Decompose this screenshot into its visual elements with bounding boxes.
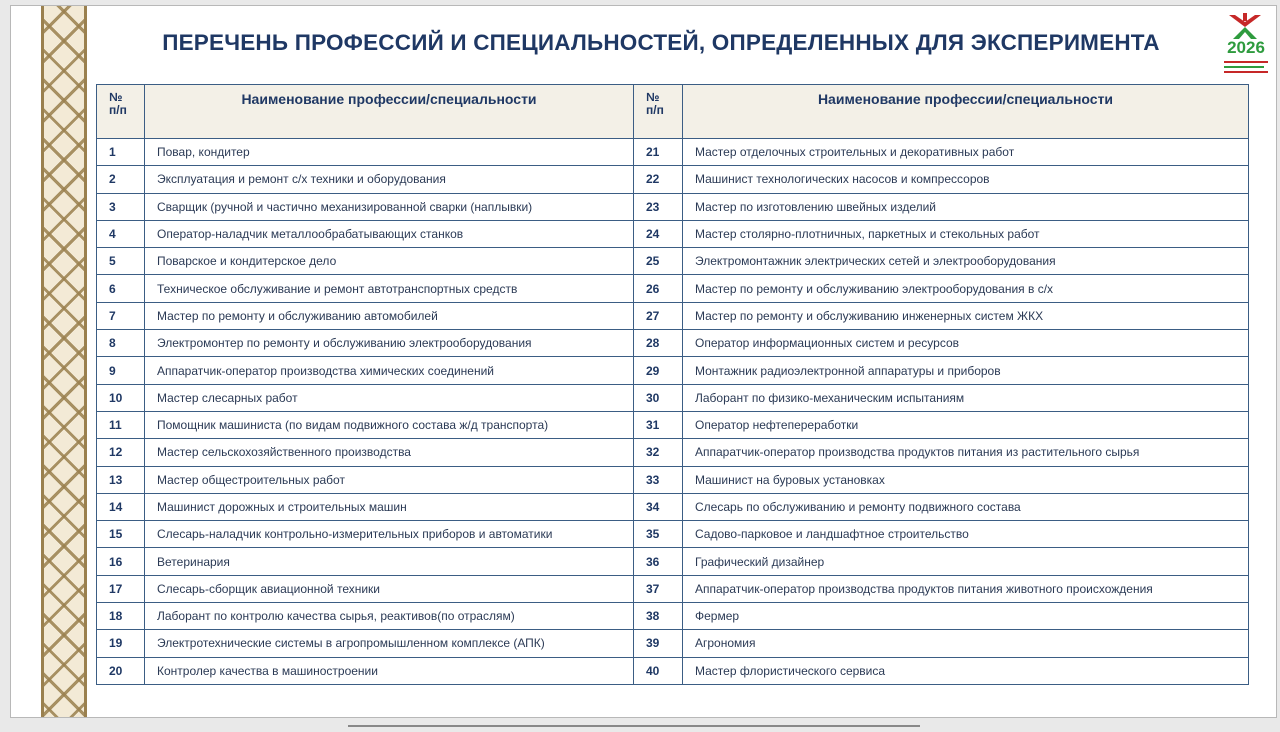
table-row	[97, 521, 1249, 548]
row-number: 30	[634, 384, 683, 411]
table-row	[97, 657, 1249, 684]
profession-name: Мастер по ремонту и обслуживанию электрооборудования в с/х	[683, 275, 1249, 302]
profession-name: Мастер по изготовлению швейных изделий	[683, 193, 1249, 220]
profession-name: Лаборант по контролю качества сырья, реактивов(по отраслям)	[145, 603, 634, 630]
name-column-header: Наименование профессии/специальности	[145, 85, 634, 139]
profession-name: Аппаратчик-оператор производства продуктов питания из растительного сырья	[683, 439, 1249, 466]
row-number: 27	[634, 302, 683, 329]
profession-name: Электромонтер по ремонту и обслуживанию электрооборудования	[145, 330, 634, 357]
row-number: 32	[634, 439, 683, 466]
profession-name: Фермер	[683, 603, 1249, 630]
table-row	[97, 548, 1249, 575]
profession-name: Слесарь-сборщик авиационной техники	[145, 575, 634, 602]
row-number: 19	[97, 630, 145, 657]
row-number: 15	[97, 521, 145, 548]
row-number: 11	[97, 411, 145, 438]
row-number: 36	[634, 548, 683, 575]
profession-name: Мастер отделочных строительных и декоративных работ	[683, 139, 1249, 166]
row-number: 18	[97, 603, 145, 630]
profession-name: Эксплуатация и ремонт с/х техники и оборудования	[145, 166, 634, 193]
row-number: 26	[634, 275, 683, 302]
profession-name: Мастер общестроительных работ	[145, 466, 634, 493]
table-row	[97, 411, 1249, 438]
profession-name: Машинист на буровых установках	[683, 466, 1249, 493]
profession-name: Машинист технологических насосов и компрессоров	[683, 166, 1249, 193]
row-number: 10	[97, 384, 145, 411]
row-number: 33	[634, 466, 683, 493]
profession-name: Электромонтажник электрических сетей и электрооборудования	[683, 248, 1249, 275]
row-number: 7	[97, 302, 145, 329]
row-number: 34	[634, 493, 683, 520]
profession-name: Помощник машиниста (по видам подвижного состава ж/д транспорта)	[145, 411, 634, 438]
row-number: 4	[97, 220, 145, 247]
row-number: 37	[634, 575, 683, 602]
row-number: 22	[634, 166, 683, 193]
table-row	[97, 220, 1249, 247]
row-number: 31	[634, 411, 683, 438]
row-number: 17	[97, 575, 145, 602]
profession-name: Слесарь по обслуживанию и ремонту подвижного состава	[683, 493, 1249, 520]
profession-name: Ветеринария	[145, 548, 634, 575]
profession-name: Техническое обслуживание и ремонт автотранспортных средств	[145, 275, 634, 302]
profession-name: Аппаратчик-оператор производства химических соединений	[145, 357, 634, 384]
logo-caption-line	[1224, 71, 1268, 73]
slide	[10, 5, 1277, 718]
page-title: ПЕРЕЧЕНЬ ПРОФЕССИЙ И СПЕЦИАЛЬНОСТЕЙ, ОПРЕДЕЛЕННЫХ ДЛЯ ЭКСПЕРИМЕНТА	[162, 30, 1160, 55]
row-number: 9	[97, 357, 145, 384]
profession-name: Монтажник радиоэлектронной аппаратуры и приборов	[683, 357, 1249, 384]
profession-name: Слесарь-наладчик контрольно-измерительных приборов и автоматики	[145, 521, 634, 548]
table-row	[97, 139, 1249, 166]
profession-name: Машинист дорожных и строительных машин	[145, 493, 634, 520]
profession-name: Лаборант по физико-механическим испытаниям	[683, 384, 1249, 411]
table-row	[97, 603, 1249, 630]
row-number: 12	[97, 439, 145, 466]
table-row	[97, 575, 1249, 602]
row-number: 39	[634, 630, 683, 657]
table-row	[97, 439, 1249, 466]
row-number: 25	[634, 248, 683, 275]
logo-caption-line	[1224, 61, 1268, 63]
table-row	[97, 330, 1249, 357]
table-row	[97, 166, 1249, 193]
row-number: 3	[97, 193, 145, 220]
profession-name: Оператор нефтепереработки	[683, 411, 1249, 438]
table-row	[97, 466, 1249, 493]
profession-name: Мастер по ремонту и обслуживанию инженерных систем ЖКХ	[683, 302, 1249, 329]
row-number: 8	[97, 330, 145, 357]
profession-name: Контролер качества в машиностроении	[145, 657, 634, 684]
profession-name: Оператор информационных систем и ресурсов	[683, 330, 1249, 357]
row-number: 35	[634, 521, 683, 548]
profession-name: Садово-парковое и ландшафтное строительство	[683, 521, 1249, 548]
bottom-divider	[348, 725, 920, 727]
row-number: 5	[97, 248, 145, 275]
profession-name: Аппаратчик-оператор производства продуктов питания животного происхождения	[683, 575, 1249, 602]
row-number: 2	[97, 166, 145, 193]
table-header-row	[97, 85, 1249, 139]
decorative-ornament-border	[41, 6, 87, 718]
logo-caption-line	[1224, 66, 1264, 68]
row-number: 28	[634, 330, 683, 357]
profession-name: Мастер слесарных работ	[145, 384, 634, 411]
row-number: 24	[634, 220, 683, 247]
professions-table	[96, 84, 1249, 685]
row-number: 14	[97, 493, 145, 520]
profession-name: Мастер по ремонту и обслуживанию автомобилей	[145, 302, 634, 329]
profession-name: Мастер флористического сервиса	[683, 657, 1249, 684]
profession-name: Сварщик (ручной и частично механизированной сварки (наплывки)	[145, 193, 634, 220]
profession-name: Оператор-наладчик металлообрабатывающих станков	[145, 220, 634, 247]
row-number: 16	[97, 548, 145, 575]
table-row	[97, 384, 1249, 411]
row-number: 13	[97, 466, 145, 493]
table-row	[97, 275, 1249, 302]
profession-name: Повар, кондитер	[145, 139, 634, 166]
year-2026-logo	[1217, 9, 1275, 81]
table-row	[97, 357, 1249, 384]
table-row	[97, 248, 1249, 275]
table-row	[97, 193, 1249, 220]
name-column-header: Наименование профессии/специальности	[683, 85, 1249, 139]
number-column-header: № п/п	[97, 85, 145, 139]
row-number: 6	[97, 275, 145, 302]
profession-name: Мастер сельскохозяйственного производства	[145, 439, 634, 466]
profession-name: Мастер столярно-плотничных, паркетных и стекольных работ	[683, 220, 1249, 247]
table-row	[97, 493, 1249, 520]
row-number: 29	[634, 357, 683, 384]
profession-name: Электротехнические системы в агропромышленном комплексе (АПК)	[145, 630, 634, 657]
number-column-header: № п/п	[634, 85, 683, 139]
table-row	[97, 630, 1249, 657]
row-number: 23	[634, 193, 683, 220]
logo-year: 2026	[1227, 38, 1265, 57]
row-number: 1	[97, 139, 145, 166]
row-number: 40	[634, 657, 683, 684]
row-number: 38	[634, 603, 683, 630]
profession-name: Агрономия	[683, 630, 1249, 657]
row-number: 21	[634, 139, 683, 166]
row-number: 20	[97, 657, 145, 684]
profession-name: Графический дизайнер	[683, 548, 1249, 575]
table-row	[97, 302, 1249, 329]
profession-name: Поварское и кондитерское дело	[145, 248, 634, 275]
